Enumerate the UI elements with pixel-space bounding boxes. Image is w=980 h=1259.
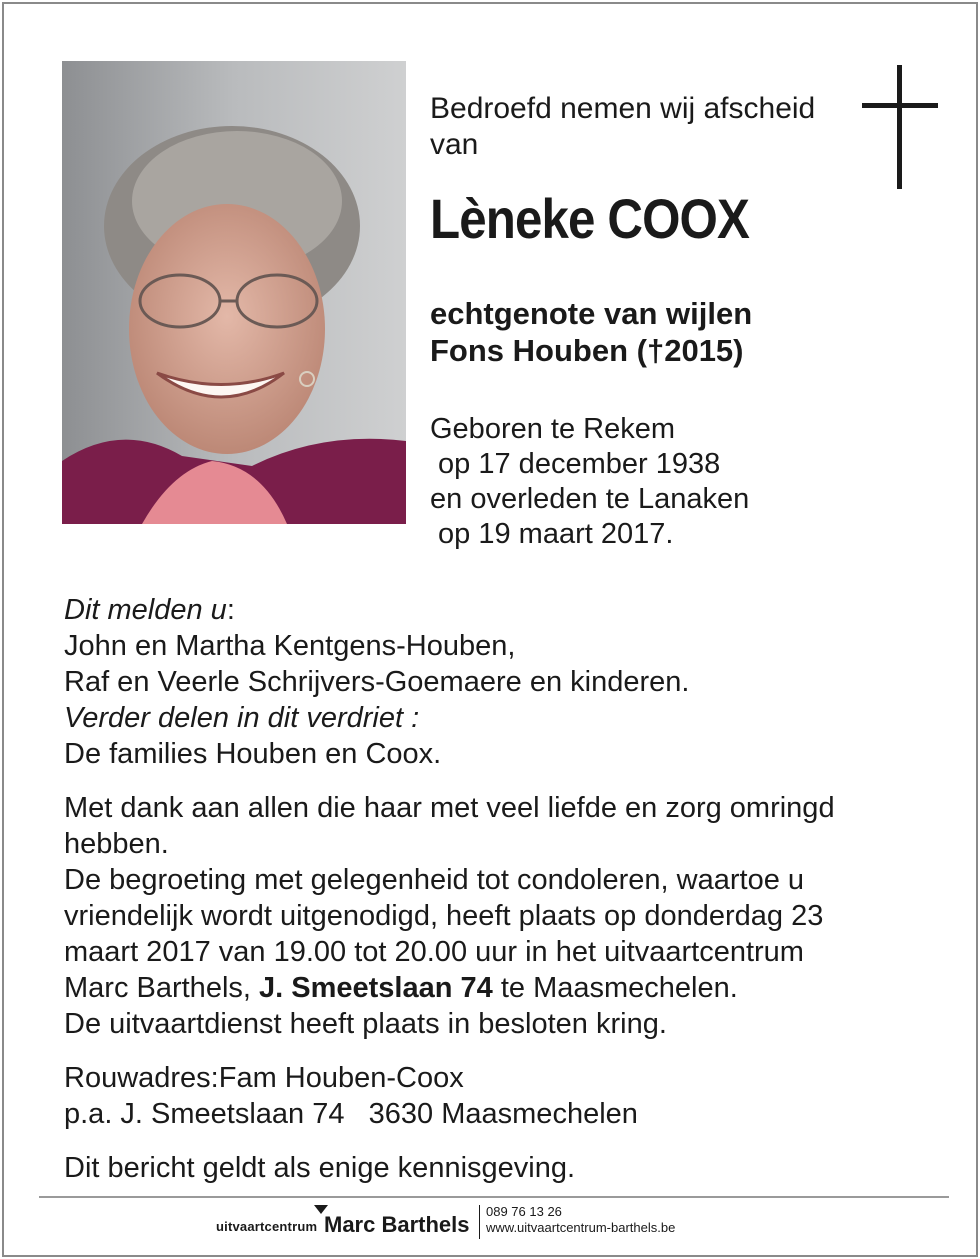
intro-line-1: Bedroefd nemen wij afscheid: [430, 92, 816, 125]
spouse-info: [430, 295, 752, 369]
spouse-line-1: echtgenote van wijlen: [430, 296, 753, 331]
announcers-label-text: Dit melden u: [64, 594, 227, 626]
spouse-line-2: Fons Houben (†2015): [430, 333, 744, 368]
phone-number: 089 76 13 26: [486, 1204, 562, 1219]
died-date: op 19 maart 2017.: [430, 518, 674, 550]
announcer-line-1: John en Martha Kentgens-Houben,: [64, 630, 516, 662]
born-place: Geboren te Rekem: [430, 413, 676, 445]
announcers-label-colon: :: [226, 594, 235, 626]
portrait-photo: [62, 61, 406, 524]
brand-label-big: Marc Barthels: [324, 1212, 470, 1237]
born-date: op 17 december 1938: [430, 448, 721, 480]
funeral-home-footer: [216, 1204, 736, 1244]
deceased-name: Lèneke COOX: [430, 187, 749, 250]
thanks-line-1: Met dank aan allen die haar met veel liefde en zorg omringd: [64, 792, 835, 824]
closing-line: Dit bericht geldt als enige kennisgeving.: [64, 1152, 576, 1184]
announcer-line-3: De families Houben en Coox.: [64, 738, 442, 770]
footer-divider: [39, 1196, 949, 1198]
greeting-line-2: vriendelijk wordt uitgenodigd, heeft plaats op donderdag 23: [64, 900, 824, 932]
thanks-line-2: hebben.: [64, 828, 169, 860]
service-line: De uitvaartdienst heeft plaats in besloten kring.: [64, 1008, 667, 1040]
obituary-card: [2, 2, 978, 1257]
website-link[interactable]: www.uitvaartcentrum-barthels.be: [486, 1220, 676, 1235]
brand-label-small: uitvaartcentrum: [216, 1219, 318, 1234]
footer-separator: [479, 1205, 480, 1239]
intro-text: [430, 91, 850, 163]
greeting-line-1: De begroeting met gelegenheid tot condoleren, waartoe u: [64, 864, 805, 896]
died-place: en overleden te Lanaken: [430, 483, 750, 515]
greeting-line-4-pre: Marc Barthels,: [64, 972, 259, 1004]
greeting-line-3: maart 2017 van 19.00 tot 20.00 uur in het uitvaartcentrum: [64, 936, 804, 968]
greeting-address: J. Smeetslaan 74: [259, 972, 493, 1004]
announcer-line-2: Raf en Veerle Schrijvers-Goemaere en kinderen.: [64, 666, 690, 698]
announcers-label: [64, 592, 924, 628]
intro-line-2: van: [430, 128, 479, 161]
greeting-line-4-post: te Maasmechelen.: [492, 972, 738, 1004]
contact-info: [486, 1204, 675, 1236]
address-line-2: p.a. J. Smeetslaan 74 3630 Maasmechelen: [64, 1098, 638, 1130]
greeting-line-4: [64, 970, 924, 1006]
address-line-1: Rouwadres:Fam Houben-Coox: [64, 1062, 464, 1094]
also-sharing-label: Verder delen in dit verdriet :: [64, 702, 420, 734]
life-dates: [430, 412, 749, 552]
announcement-body: [64, 592, 924, 1186]
cross-icon: [862, 65, 938, 189]
